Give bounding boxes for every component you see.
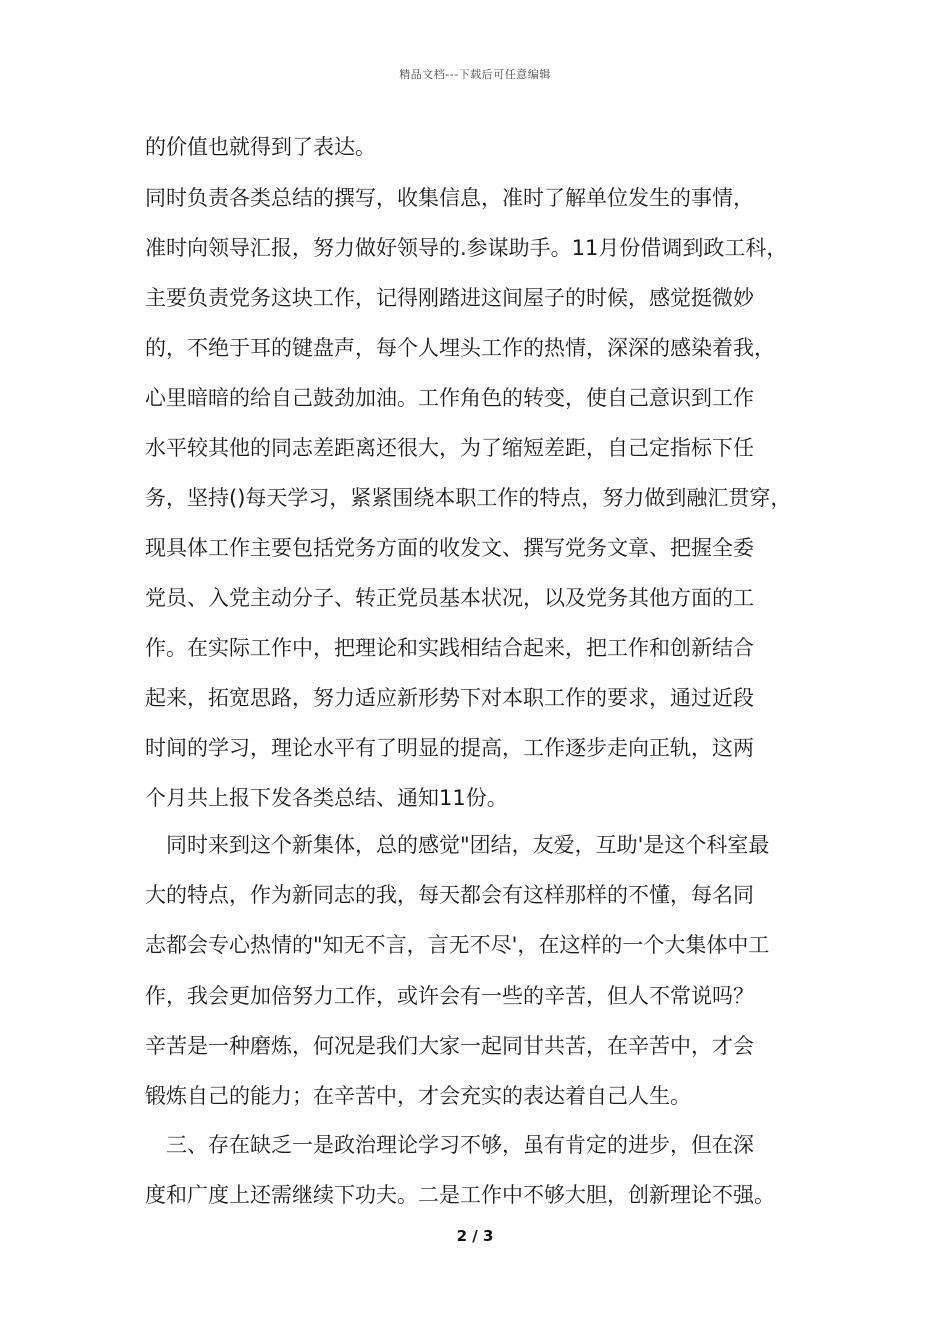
text-line-4: 主要负责党务这块工作，记得刚踏进这间屋子的时候，感觉挺微妙 [145,286,754,310]
text-line-11: 作。在实际工作中，把理论和实践相结合起来，把工作和创新结合 [145,636,754,660]
page-header: 精品文档---下载后可任意编辑 [399,68,551,81]
text-line-6: 心里暗暗的给自己鼓劲加油。工作角色的转变，使自己意识到工作 [145,386,754,410]
text-line-12: 起来，拓宽思路，努力适应新形势下对本职工作的要求，通过近段 [145,686,754,710]
page-number: 2 / 3 [456,1227,494,1245]
text-line-18: 作，我会更加倍努力工作，或许会有一些的辛苦，但人不常说吗？ [145,984,754,1008]
text-line-1: 的价值也就得到了表达。 [145,135,376,159]
text-line-19: 辛苦是一种磨炼，何况是我们大家一起同甘共苦，在辛苦中，才会 [145,1034,754,1058]
text-line-21: 三、存在缺乏一是政治理论学习不够，虽有肯定的进步，但在深 [166,1133,754,1157]
text-line-2: 同时负责各类总结的撰写，收集信息，准时了解单位发生的事情， [145,186,754,210]
text-line-17: 志都会专心热情的"知无不言，言无不尽'，在这样的一个大集体中工 [145,933,770,957]
text-line-5: 的，不绝于耳的键盘声，每个人埋头工作的热情，深深的感染着我， [145,336,775,360]
text-line-16: 大的特点，作为新同志的我，每天都会有这样那样的不懂，每名同 [145,883,754,907]
text-line-20: 锻炼自己的能力；在辛苦中，才会充实的表达着自己人生。 [145,1084,691,1108]
text-line-3: 准时向领导汇报，努力做好领导的.参谋助手。11月份借调到政工科， [145,236,788,260]
text-line-22: 度和广度上还需继续下功夫。二是工作中不够大胆，创新理论不强。 [145,1183,775,1207]
text-line-14: 个月共上报下发各类总结、通知11份。 [145,786,508,810]
text-line-15: 同时来到这个新集体，总的感觉"团结，友爱，互助'是这个科室最 [166,833,770,857]
text-line-9: 现具体工作主要包括党务方面的收发文、撰写党务文章、把握全委 [145,536,754,560]
text-line-7: 水平较其他的同志差距离还很大，为了缩短差距，自己定指标下任 [145,436,754,460]
text-line-8: 务，坚持()每天学习，紧紧围绕本职工作的特点，努力做到融汇贯穿， [145,486,792,510]
text-line-10: 党员、入党主动分子、转正党员基本状况，以及党务其他方面的工 [145,586,754,610]
text-line-13: 时间的学习，理论水平有了明显的提高，工作逐步走向正轨，这两 [145,736,754,760]
